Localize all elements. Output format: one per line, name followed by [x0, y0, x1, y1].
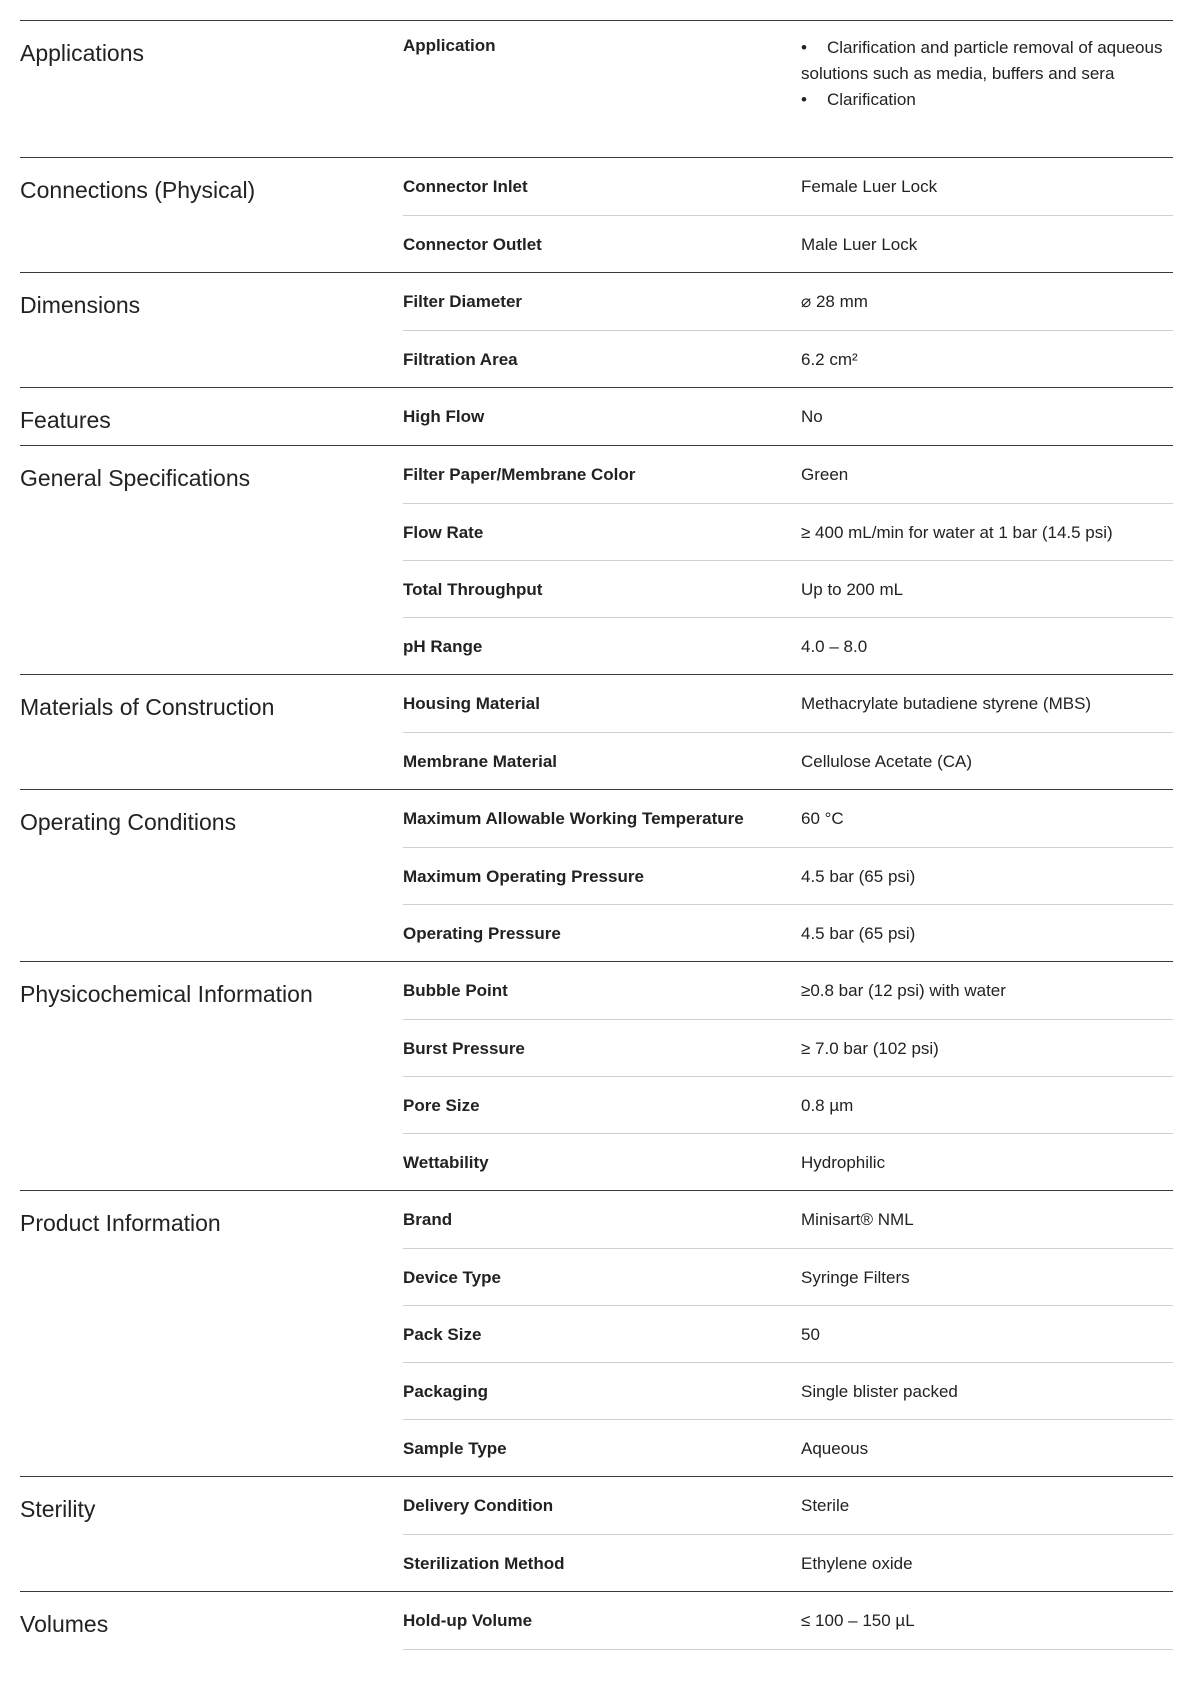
spec-label: Device Type	[403, 1268, 501, 1287]
spec-value: 4.0 – 8.0	[801, 637, 868, 656]
spec-row	[403, 790, 1173, 847]
spec-rows	[403, 388, 1173, 445]
spec-row	[403, 732, 1173, 789]
spec-group-title: Dimensions	[20, 292, 141, 318]
spec-row	[403, 1362, 1173, 1419]
spec-value: Green	[801, 465, 849, 484]
spec-value: 4.5 bar (65 psi)	[801, 924, 916, 943]
spec-value: Up to 200 mL	[801, 580, 904, 599]
spec-label: Packaging	[403, 1382, 489, 1401]
spec-rows	[403, 1191, 1173, 1476]
spec-value: 4.5 bar (65 psi)	[801, 867, 916, 886]
table-bottom-divider	[403, 1649, 1173, 1650]
spec-group	[20, 1476, 1173, 1591]
spec-label: Brand	[403, 1210, 453, 1229]
spec-row	[403, 1133, 1173, 1190]
spec-label: Maximum Operating Pressure	[403, 867, 644, 886]
spec-label: Housing Material	[403, 694, 540, 713]
spec-value: Single blister packed	[801, 1382, 958, 1401]
spec-label: Delivery Condition	[403, 1496, 554, 1515]
specifications-table	[20, 20, 1173, 1650]
spec-label: Pack Size	[403, 1325, 482, 1344]
spec-value: Minisart® NML	[801, 1210, 914, 1229]
spec-row	[403, 1019, 1173, 1076]
spec-group-title: Physicochemical Information	[20, 981, 313, 1007]
spec-group	[20, 789, 1173, 961]
spec-label: Filter Diameter	[403, 292, 523, 311]
spec-group	[20, 445, 1173, 674]
spec-rows	[403, 790, 1173, 961]
spec-group	[20, 20, 1173, 157]
spec-label: Sterilization Method	[403, 1554, 565, 1573]
spec-value: Hydrophilic	[801, 1153, 886, 1172]
spec-label: High Flow	[403, 407, 485, 426]
spec-row	[403, 1534, 1173, 1591]
spec-value: ≥ 400 mL/min for water at 1 bar (14.5 psi)	[801, 523, 1113, 542]
spec-label: Sample Type	[403, 1439, 507, 1458]
spec-value	[801, 21, 1173, 147]
spec-group-title: Operating Conditions	[20, 809, 237, 835]
spec-row	[403, 503, 1173, 560]
spec-row	[403, 847, 1173, 904]
spec-value: Syringe Filters	[801, 1268, 910, 1287]
spec-row	[403, 273, 1173, 330]
spec-value: Sterile	[801, 1496, 850, 1515]
spec-group	[20, 961, 1173, 1190]
spec-label: Wettability	[403, 1153, 489, 1172]
spec-rows	[403, 962, 1173, 1190]
spec-label: Membrane Material	[403, 752, 557, 771]
spec-value: 60 °C	[801, 809, 844, 828]
spec-row	[403, 330, 1173, 387]
bullet-item-text: Clarification and particle removal of aqueous solutions such as media, buffers and sera	[801, 38, 1163, 83]
spec-row	[403, 21, 1173, 157]
spec-rows	[403, 21, 1173, 157]
spec-group-title: Features	[20, 407, 111, 433]
spec-row	[403, 388, 1173, 445]
spec-row	[403, 675, 1173, 732]
spec-label: Application	[403, 36, 496, 55]
spec-value: 50	[801, 1325, 820, 1344]
spec-value: 0.8 µm	[801, 1096, 854, 1115]
spec-row	[403, 1419, 1173, 1476]
spec-row	[403, 617, 1173, 674]
spec-value: No	[801, 407, 823, 426]
spec-value: 6.2 cm²	[801, 350, 858, 369]
spec-value: Methacrylate butadiene styrene (MBS)	[801, 694, 1092, 713]
spec-row	[403, 158, 1173, 215]
spec-group	[20, 1591, 1173, 1649]
spec-rows	[403, 1592, 1173, 1649]
spec-group	[20, 272, 1173, 387]
spec-value: Cellulose Acetate (CA)	[801, 752, 973, 771]
bullet-item-text: Clarification	[827, 90, 916, 109]
spec-label: Connector Inlet	[403, 177, 528, 196]
spec-rows	[403, 1477, 1173, 1591]
spec-rows	[403, 158, 1173, 272]
spec-label: Connector Outlet	[403, 235, 542, 254]
spec-label: Total Throughput	[403, 580, 543, 599]
spec-group-title: Sterility	[20, 1496, 96, 1522]
spec-group	[20, 674, 1173, 789]
spec-label: pH Range	[403, 637, 483, 656]
spec-value: ≥ 7.0 bar (102 psi)	[801, 1039, 939, 1058]
spec-row	[403, 446, 1173, 503]
spec-label: Pore Size	[403, 1096, 480, 1115]
spec-value: Aqueous	[801, 1439, 869, 1458]
spec-rows	[403, 446, 1173, 674]
spec-group	[20, 1190, 1173, 1476]
spec-label: Burst Pressure	[403, 1039, 525, 1058]
bullet-item	[801, 87, 1173, 113]
spec-group	[20, 387, 1173, 445]
spec-row	[403, 1191, 1173, 1248]
spec-label: Bubble Point	[403, 981, 508, 1000]
spec-row	[403, 1305, 1173, 1362]
spec-value: ≤ 100 – 150 µL	[801, 1611, 915, 1630]
spec-group-title: Applications	[20, 40, 145, 66]
spec-value: ≥0.8 bar (12 psi) with water	[801, 981, 1006, 1000]
spec-value: Female Luer Lock	[801, 177, 938, 196]
spec-group-title: General Specifications	[20, 465, 251, 491]
spec-label: Flow Rate	[403, 523, 484, 542]
spec-row	[403, 1076, 1173, 1133]
spec-group-title: Product Information	[20, 1210, 221, 1236]
spec-label: Hold-up Volume	[403, 1611, 533, 1630]
spec-row	[403, 904, 1173, 961]
spec-label: Operating Pressure	[403, 924, 561, 943]
spec-row	[403, 962, 1173, 1019]
spec-row	[403, 1592, 1173, 1649]
spec-group-title: Materials of Construction	[20, 694, 275, 720]
spec-row	[403, 215, 1173, 272]
spec-value: Male Luer Lock	[801, 235, 918, 254]
bullet-item	[801, 35, 1173, 87]
spec-label: Maximum Allowable Working Temperature	[403, 809, 744, 828]
spec-value: ⌀ 28 mm	[801, 292, 868, 311]
spec-group	[20, 157, 1173, 272]
spec-label: Filtration Area	[403, 350, 518, 369]
spec-rows	[403, 675, 1173, 789]
spec-row	[403, 1248, 1173, 1305]
spec-rows	[403, 273, 1173, 387]
spec-value-list	[801, 35, 1173, 113]
spec-group-title: Connections (Physical)	[20, 177, 256, 203]
spec-row	[403, 560, 1173, 617]
spec-row	[403, 1477, 1173, 1534]
spec-group-title: Volumes	[20, 1611, 109, 1637]
spec-value: Ethylene oxide	[801, 1554, 913, 1573]
spec-label: Filter Paper/Membrane Color	[403, 465, 636, 484]
